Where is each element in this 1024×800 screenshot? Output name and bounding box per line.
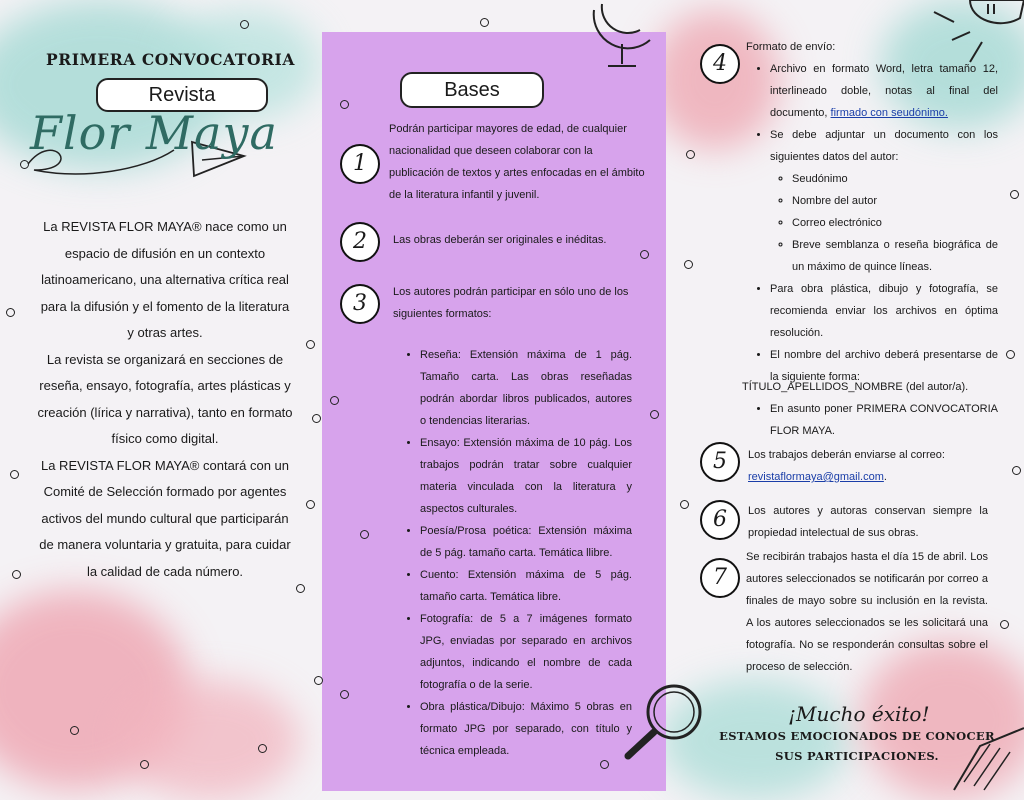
format-bullet-text: Archivo en formato Word, letra tamaño 12, interlineado doble, notas al final del documento, [770, 63, 998, 119]
rule-6-text: Los autores y autoras conservan siempre la propiedad intelectual de sus obras. [748, 505, 988, 539]
rule-4-heading: Formato de envío: [746, 41, 836, 53]
good-luck-text: ¡Mucho éxito! [788, 702, 930, 726]
format-item: • Cuento: Extensión máxima de 5 pág. tamaño carta. Temática libre. [420, 564, 632, 608]
rule-4-details [752, 58, 998, 388]
decor-dot [330, 396, 339, 405]
rule-number-6: 6 [700, 500, 740, 540]
rule-number-5: 5 [700, 442, 740, 482]
filename-format: TÍTULO_APELLIDOS_NOMBRE (del autor/a). [742, 381, 969, 393]
format-item: • Reseña: Extensión máxima de 1 pág. Tamaño carta. Las obras reseñadas podrán abordar libros publicados, autores o tendencias literarias. [420, 344, 632, 432]
intro-paragraph: La REVISTA FLOR MAYA® contará con un Comité de Selección formado por agentes activos del mundo cultural que participarán de manera voluntaria y gratuita, para cuidar la calidad de cada número. [39, 457, 291, 579]
rule-5-text [748, 444, 994, 488]
decor-dot [360, 530, 369, 539]
format-bullet: • Se debe adjuntar un documento con los siguientes datos del autor: [770, 124, 998, 168]
intro-text [36, 214, 294, 585]
format-item: • Obra plástica/Dibujo: Máximo 5 obras en formato JPG por separado, con título y técnica empleada. [420, 696, 632, 762]
decor-dot [650, 410, 659, 419]
bases-title-pill [400, 72, 544, 108]
rule-number-3: 3 [340, 284, 380, 324]
logo-flor-maya: Flor Maya [30, 106, 278, 160]
format-item: • Fotografía: de 5 a 7 imágenes formato JPG, enviadas por separado en archivos adjuntos, indicando el nombre de cada fotografía o de la serie. [420, 608, 632, 696]
author-data-item: ◦ Breve semblanza o reseña biográfica de un máximo de quince líneas. [792, 234, 998, 278]
format-bullet: • Para obra plástica, dibujo y fotografía, se recomienda enviar los archivos en óptima resolución. [770, 278, 998, 344]
convocatoria-heading: PRIMERA CONVOCATORIA [46, 50, 296, 69]
bases-title: Bases [444, 79, 500, 101]
closing-message: ESTAMOS EMOCIONADOS DE CONOCER SUS PARTICIPACIONES. [719, 729, 995, 763]
revista-label-text: Revista [148, 84, 216, 106]
rule-5-label: Los trabajos deberán enviarse al correo: [748, 449, 945, 461]
rule-number-2: 2 [340, 222, 380, 262]
rule-number-4: 4 [700, 44, 740, 84]
email-period: . [883, 471, 887, 483]
intro-paragraph: La REVISTA FLOR MAYA® nace como un espacio de difusión en un contexto latinoamericano, una alternativa crítica real para la difusión y el fomento de la literatura y otras artes. [40, 219, 290, 340]
globe-icon [588, 0, 668, 86]
format-bullet: • El nombre del archivo deberá presentarse de la siguiente forma: [770, 344, 998, 388]
decor-dot [340, 690, 349, 699]
rule-1-text: Podrán participar mayores de edad, de cualquier nacionalidad que deseen colaborar con la publicación de textos y artes enfocadas en el ámbito de la literatura infantil y juvenil. [389, 123, 645, 201]
format-item: • Poesía/Prosa poética: Extensión máxima de 5 pág. tamaño carta. Temática llibre. [420, 520, 632, 564]
rule-number-1: 1 [340, 144, 380, 184]
rule-2-text: Las obras deberán ser originales e inéditas. [393, 234, 607, 246]
rule-number-7: 7 [700, 558, 740, 598]
author-data-item: ◦ Nombre del autor [792, 190, 998, 212]
email-link[interactable]: revistaflormaya@gmail.com [748, 471, 884, 483]
rule-7-text: Se recibirán trabajos hasta el día 15 de abril. Los autores seleccionados se notificarán por correo a finales de mayo sobre su inclusión en la revista. A los autores seleccionados se les solicitará una fotografía. No se responderán consultas sobre el proceso de selección. [746, 551, 988, 673]
subject-instruction [752, 398, 998, 442]
decor-dot [340, 100, 349, 109]
format-bullet: • En asunto poner PRIMERA CONVOCATORIA FLOR MAYA. [770, 398, 998, 442]
author-data-item: ◦ Correo electrónico [792, 212, 998, 234]
intro-paragraph: La revista se organizará en secciones de reseña, ensayo, fotografía, artes plásticas y creación (lírica y narrativa), tanto en formato físico como digital. [37, 351, 293, 446]
pseudonym-link[interactable]: firmado con seudónimo. [830, 107, 948, 119]
rule-3-text: Los autores podrán participar en sólo uno de los siguientes formatos: [393, 286, 629, 320]
decor-dot [640, 250, 649, 259]
author-data-item: ◦ Seudónimo [792, 168, 998, 190]
format-item: • Ensayo: Extensión máxima de 10 pág. Los trabajos podrán tratar sobre cualquier materia vinculada con la literatura y aspectos culturales. [420, 432, 632, 520]
decor-dot [480, 18, 489, 27]
format-bullet [770, 58, 998, 124]
formats-list [402, 344, 632, 762]
